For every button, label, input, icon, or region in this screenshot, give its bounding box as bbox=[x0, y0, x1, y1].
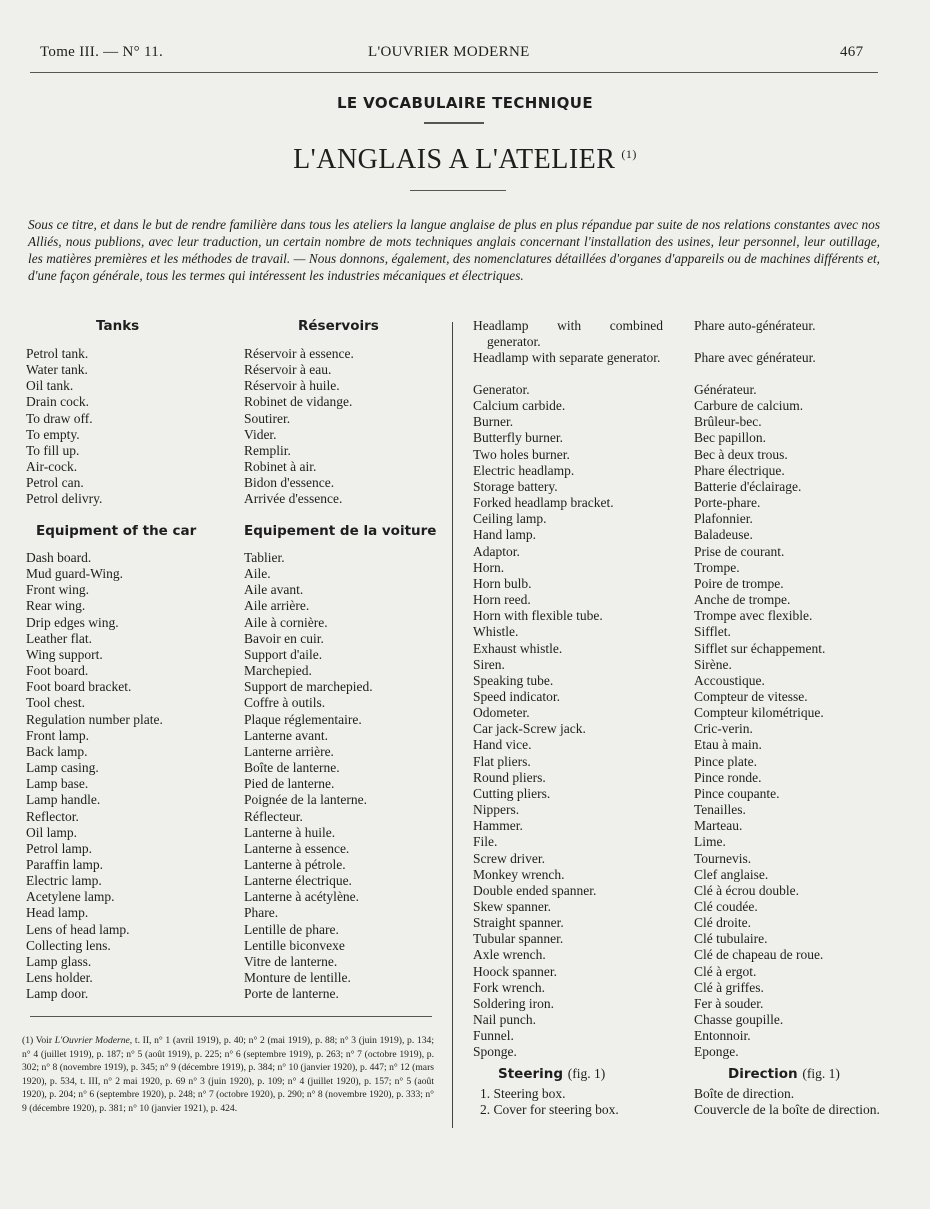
footnote-rule bbox=[30, 1016, 432, 1017]
equipment-term-fr: Aile à cornière. bbox=[244, 614, 328, 630]
steering-heading-fr bbox=[728, 1066, 840, 1082]
accessory-term-en: Axle wrench. bbox=[473, 947, 546, 963]
equipment-term-en: Back lamp. bbox=[26, 743, 88, 759]
accessory-term-fr: Porte-phare. bbox=[694, 495, 761, 511]
tank-term-fr: Arrivée d'essence. bbox=[244, 491, 343, 507]
accessory-term-fr: Phare électrique. bbox=[694, 462, 785, 478]
title-note-ref: (1) bbox=[621, 146, 637, 161]
equipment-term-fr: Tablier. bbox=[244, 550, 285, 565]
equipment-term-fr: Lentille de phare. bbox=[244, 921, 339, 937]
accessory-term-fr: Pince plate. bbox=[694, 753, 757, 769]
accessory-term-en: Adaptor. bbox=[473, 543, 520, 559]
accessory-term-en: Ceiling lamp. bbox=[473, 511, 547, 527]
tank-term-fr: Robinet à air. bbox=[244, 459, 317, 475]
equipment-term-fr: Lanterne à acétylène. bbox=[244, 889, 360, 905]
equipment-term-en: Collecting lens. bbox=[26, 937, 111, 953]
running-head-left: Tome III. — N° 11. bbox=[40, 44, 164, 60]
footnote-journal: L'Ouvrier Moderne, bbox=[54, 1035, 133, 1046]
equipment-term-fr: Aile. bbox=[244, 566, 271, 582]
section-rule bbox=[424, 122, 484, 124]
equipment-term-en: Foot board bracket. bbox=[26, 679, 132, 695]
accessory-term-en: Cutting pliers. bbox=[473, 785, 551, 801]
accessory-term-fr: Baladeuse. bbox=[694, 527, 753, 543]
accessory-term-en: Flat pliers. bbox=[473, 753, 531, 769]
direction-fig-ref: (fig. 1) bbox=[802, 1066, 840, 1081]
accessory-term-en: Siren. bbox=[473, 656, 505, 672]
tank-term-fr: Soutirer. bbox=[244, 410, 291, 426]
accessory-term-en: Nippers. bbox=[473, 802, 520, 818]
equipment-term-fr: Lanterne électrique. bbox=[244, 873, 352, 889]
tank-term-en: To draw off. bbox=[26, 410, 93, 426]
accessory-term-en: Round pliers. bbox=[473, 769, 546, 785]
accessory-term-en: Double ended spanner. bbox=[473, 882, 597, 898]
accessory-term-fr: Entonnoir. bbox=[694, 1028, 751, 1044]
intro-paragraph: Sous ce titre, et dans le but de rendre familière dans tous les ateliers la langue anglaise de plus en plus répandue par suite de nos relations constantes avec nos Alliés, nous publions, avec leur traduction, un certain nombre de mots techniques anglais concernant l'installation des usines, leur personnel, leur outillage, les matières premières et les méthodes de travail. — Nous donnons, également, des nomenclatures détaillées d'organes d'appareils ou de machines différents et, d'une façon générale, tous les termes qui intéressent les industries mécaniques et électriques. bbox=[28, 217, 880, 283]
tank-term-en: Water tank. bbox=[26, 362, 88, 378]
equipment-term-en: Lamp base. bbox=[26, 776, 89, 792]
accessory-term-en: Fork wrench. bbox=[473, 979, 545, 995]
equipment-term-fr: Plaque réglementaire. bbox=[244, 711, 362, 727]
accessory-term-fr: Carbure de calcium. bbox=[694, 398, 804, 414]
accessory-term-en: Horn reed. bbox=[473, 592, 531, 608]
tank-term-fr: Robinet de vidange. bbox=[244, 394, 353, 410]
equipment-terms-fr bbox=[244, 550, 373, 1002]
equipment-term-en: Front wing. bbox=[26, 582, 90, 598]
accessory-term-fr: Tenailles. bbox=[694, 802, 746, 818]
headlamp-term-en: Headlamp with combined generator. bbox=[473, 318, 663, 350]
accessory-term-en: Skew spanner. bbox=[473, 899, 551, 914]
equipment-term-en: Lens holder. bbox=[26, 970, 93, 986]
tank-term-fr: Réservoir à huile. bbox=[244, 378, 340, 394]
accessory-term-en: Hammer. bbox=[473, 818, 523, 834]
footnote-mark: (1) Voir bbox=[22, 1035, 53, 1046]
equipment-term-en: Lens of head lamp. bbox=[26, 921, 130, 937]
equipment-term-fr: Porte de lanterne. bbox=[244, 986, 339, 1002]
accessory-term-fr: Tournevis. bbox=[694, 850, 752, 866]
accessory-term-fr: Sifflet. bbox=[694, 624, 731, 640]
equipment-term-en: Foot board. bbox=[26, 663, 89, 679]
tank-term-en: Air-cock. bbox=[26, 459, 78, 475]
tank-term-fr: Remplir. bbox=[244, 442, 291, 458]
title-text: L'ANGLAIS A L'ATELIER bbox=[293, 144, 616, 175]
accessory-term-fr: Poire de trompe. bbox=[694, 575, 784, 591]
accessory-term-en: Nail punch. bbox=[473, 1012, 536, 1028]
equipment-term-fr: Vitre de lanterne. bbox=[244, 953, 338, 969]
accessory-term-en: Hand vice. bbox=[473, 737, 532, 753]
accessory-term-fr: Pince ronde. bbox=[694, 769, 762, 785]
page-title bbox=[0, 144, 930, 176]
equipment-term-en: Oil lamp. bbox=[26, 824, 77, 840]
equipment-term-en: Lamp casing. bbox=[26, 760, 99, 776]
accessory-term-en: Hoock spanner. bbox=[473, 963, 557, 979]
accessory-term-fr: Bec papillon. bbox=[694, 430, 766, 446]
equipment-term-en: Electric lamp. bbox=[26, 873, 102, 889]
equipment-term-fr: Poignée de la lanterne. bbox=[244, 792, 367, 808]
equipment-term-en: Lamp handle. bbox=[26, 792, 101, 808]
steering-term-fr: Boîte de direction. bbox=[694, 1086, 795, 1101]
equipment-term-fr: Aile avant. bbox=[244, 582, 304, 598]
accessory-term-fr: Compteur kilométrique. bbox=[694, 705, 824, 721]
equipment-term-fr: Marchepied. bbox=[244, 663, 312, 679]
tank-term-fr: Bidon d'essence. bbox=[244, 475, 335, 491]
equipment-term-en: Front lamp. bbox=[26, 727, 89, 743]
tanks-terms-en bbox=[26, 346, 102, 508]
accessory-term-en: Generator. bbox=[473, 382, 530, 397]
equipment-term-fr: Aile arrière. bbox=[244, 598, 310, 614]
accessory-term-fr: Pince coupante. bbox=[694, 785, 780, 801]
footnote-text: t. II, n° 1 (avril 1919), p. 40; n° 2 (mai 1919), p. 88; n° 3 (juin 1919), p. 134; n° 4 (juillet 1919), p. 187; n° 5 (août 1919), p. 225; n° 6 (septembre 1919), p. 263; n° 7 (octobre 1919), p. 302; n° 8 (novembre 1919), p. 345; n° 9 (décembre 1919), p. 384; n° 10 (janvier 1920), p. 447; n° 12 (mars 1920), p. 534, t. III, n° 2 mai 1920, p. 69 n° 3 (juin 1920), p. 109; n° 4 (juillet 1920), p. 157; n° 5 (août 1920), p. 204; n° 6 (septembre 1920), p. 248; n° 7 (octobre 1920), p. 290; n° 8 (novembre 1920), p. 333; n° 9 (décembre 1920), p. 381; n° 10 (janvier 1921), p. 424. bbox=[22, 1035, 434, 1114]
accessory-term-fr: Batterie d'éclairage. bbox=[694, 478, 802, 494]
accessory-term-en: Horn bulb. bbox=[473, 575, 532, 591]
equipment-term-fr: Phare. bbox=[244, 905, 279, 921]
tank-term-en: Oil tank. bbox=[26, 378, 74, 394]
equipment-term-en: Regulation number plate. bbox=[26, 711, 163, 727]
equipment-terms-en bbox=[26, 550, 163, 1002]
accessory-term-en: Monkey wrench. bbox=[473, 866, 565, 882]
running-head-journal: L'OUVRIER MODERNE bbox=[368, 44, 530, 60]
header-rule bbox=[30, 72, 878, 73]
tank-term-fr: Vider. bbox=[244, 426, 277, 442]
equipment-term-en: Lamp glass. bbox=[26, 953, 92, 969]
accessory-term-en: Butterfly burner. bbox=[473, 430, 563, 446]
tanks-terms-fr bbox=[244, 346, 354, 508]
equipment-term-en: Reflector. bbox=[26, 808, 79, 824]
accessory-term-en: Speed indicator. bbox=[473, 688, 560, 704]
accessory-term-fr: Trompe. bbox=[694, 559, 740, 575]
equipment-term-en: Mud guard-Wing. bbox=[26, 566, 123, 582]
direction-heading-text: Direction bbox=[728, 1066, 798, 1082]
steering-fig-ref: (fig. 1) bbox=[567, 1066, 606, 1081]
footnote bbox=[22, 1034, 434, 1116]
accessory-term-fr: Trompe avec flexible. bbox=[694, 608, 813, 624]
tank-term-en: Drain cock. bbox=[26, 394, 89, 410]
accessory-term-en: Horn. bbox=[473, 559, 505, 575]
accessory-term-fr: Compteur de vitesse. bbox=[694, 688, 808, 704]
page-number: 467 bbox=[840, 44, 864, 60]
tank-term-en: Petrol can. bbox=[26, 475, 84, 491]
accessory-term-en: Screw driver. bbox=[473, 850, 545, 866]
accessory-term-en: Exhaust whistle. bbox=[473, 640, 563, 656]
tank-term-fr: Réservoir à eau. bbox=[244, 362, 332, 378]
equipment-term-fr: Coffre à outils. bbox=[244, 695, 326, 711]
steering-heading-en bbox=[498, 1066, 605, 1082]
accessory-term-fr: Anche de trompe. bbox=[694, 592, 791, 608]
accessory-term-fr: Chasse goupille. bbox=[694, 1012, 784, 1028]
accessory-term-fr: Générateur. bbox=[694, 382, 757, 397]
accessory-term-fr: Clé de chapeau de roue. bbox=[694, 947, 824, 963]
tank-term-en: Petrol tank. bbox=[26, 346, 89, 361]
accessory-term-fr: Eponge. bbox=[694, 1044, 739, 1060]
accessory-term-fr: Cric-verin. bbox=[694, 721, 753, 737]
accessory-term-en: Car jack-Screw jack. bbox=[473, 721, 586, 737]
equipment-heading-en: Equipment of the car bbox=[36, 523, 197, 539]
accessory-term-fr: Clef anglaise. bbox=[694, 866, 769, 882]
tank-term-en: Petrol delivry. bbox=[26, 491, 103, 507]
accessory-term-fr: Sirène. bbox=[694, 656, 732, 672]
accessory-term-fr: Clé à écrou double. bbox=[694, 882, 799, 898]
accessory-term-fr: Sifflet sur échappement. bbox=[694, 640, 826, 656]
steering-terms-fr bbox=[694, 1086, 890, 1118]
equipment-term-en: Lamp door. bbox=[26, 986, 89, 1002]
accessory-term-en: Calcium carbide. bbox=[473, 398, 566, 414]
accessory-term-en: Sponge. bbox=[473, 1044, 517, 1060]
steering-term-en: 1. Steering box. bbox=[480, 1086, 566, 1101]
headlamp-terms-fr bbox=[694, 318, 816, 366]
accessory-term-en: Hand lamp. bbox=[473, 527, 536, 543]
section-heading: LE VOCABULAIRE TECHNIQUE bbox=[336, 94, 594, 112]
accessory-term-fr: Fer à souder. bbox=[694, 995, 764, 1011]
equipment-term-en: Rear wing. bbox=[26, 598, 86, 614]
equipment-term-fr: Boîte de lanterne. bbox=[244, 760, 340, 776]
accessory-term-fr: Lime. bbox=[694, 834, 726, 850]
accessory-term-fr: Accoustique. bbox=[694, 672, 765, 688]
headlamp-term-fr: Phare avec générateur. bbox=[694, 350, 816, 366]
tank-term-en: To empty. bbox=[26, 426, 80, 442]
accessory-term-en: Storage battery. bbox=[473, 478, 558, 494]
steering-term-fr: Couvercle de la boîte de direction. bbox=[694, 1102, 880, 1118]
equipment-term-fr: Bavoir en cuir. bbox=[244, 630, 324, 646]
column-divider bbox=[452, 322, 453, 1128]
accessory-terms-fr bbox=[694, 382, 825, 1061]
equipment-term-fr: Lanterne à pétrole. bbox=[244, 856, 346, 872]
accessory-term-en: Two holes burner. bbox=[473, 446, 570, 462]
equipment-heading-fr: Equipement de la voiture bbox=[244, 523, 437, 539]
title-rule bbox=[410, 190, 506, 191]
accessory-term-en: Speaking tube. bbox=[473, 672, 554, 688]
equipment-term-fr: Lanterne à essence. bbox=[244, 840, 350, 856]
equipment-term-en: Paraffin lamp. bbox=[26, 856, 103, 872]
accessory-term-en: Burner. bbox=[473, 414, 514, 430]
accessory-term-fr: Brûleur-bec. bbox=[694, 414, 762, 430]
accessory-term-fr: Bec à deux trous. bbox=[694, 446, 788, 462]
equipment-term-en: Wing support. bbox=[26, 646, 103, 662]
tanks-heading-fr: Réservoirs bbox=[298, 318, 379, 334]
steering-heading-text: Steering bbox=[498, 1066, 564, 1082]
equipment-term-fr: Lanterne arrière. bbox=[244, 743, 334, 759]
accessory-term-fr: Plafonnier. bbox=[694, 511, 753, 527]
accessory-term-fr: Clé à ergot. bbox=[694, 963, 757, 979]
equipment-term-en: Acetylene lamp. bbox=[26, 889, 115, 905]
tanks-heading-en: Tanks bbox=[96, 318, 140, 334]
accessory-term-en: Forked headlamp bracket. bbox=[473, 495, 614, 511]
accessory-term-en: Horn with flexible tube. bbox=[473, 608, 603, 624]
equipment-term-fr: Support d'aile. bbox=[244, 646, 323, 662]
equipment-term-fr: Pied de lanterne. bbox=[244, 776, 335, 792]
tank-term-en: To fill up. bbox=[26, 442, 80, 458]
steering-term-en: 2. Cover for steering box. bbox=[480, 1102, 619, 1118]
accessory-term-en: Tubular spanner. bbox=[473, 931, 564, 947]
accessory-term-fr: Marteau. bbox=[694, 818, 743, 834]
accessory-term-fr: Clé droite. bbox=[694, 915, 751, 931]
accessory-term-en: Funnel. bbox=[473, 1028, 514, 1044]
equipment-term-en: Tool chest. bbox=[26, 695, 86, 711]
accessory-term-fr: Clé à griffes. bbox=[694, 979, 764, 995]
accessory-term-en: Straight spanner. bbox=[473, 915, 564, 931]
equipment-term-fr: Lanterne avant. bbox=[244, 727, 328, 743]
equipment-term-en: Dash board. bbox=[26, 550, 92, 565]
accessory-term-en: Whistle. bbox=[473, 624, 519, 640]
equipment-term-fr: Support de marchepied. bbox=[244, 679, 373, 695]
tank-term-fr: Réservoir à essence. bbox=[244, 346, 354, 361]
accessory-term-fr: Clé coudée. bbox=[694, 899, 758, 914]
headlamp-terms-en bbox=[473, 318, 663, 366]
equipment-term-fr: Monture de lentille. bbox=[244, 970, 351, 986]
equipment-term-fr: Lanterne à huile. bbox=[244, 824, 336, 840]
accessory-term-en: File. bbox=[473, 834, 498, 850]
equipment-term-fr: Réflecteur. bbox=[244, 808, 303, 824]
headlamp-term-en: Headlamp with separate generator. bbox=[473, 350, 661, 366]
accessory-term-fr: Prise de courant. bbox=[694, 543, 785, 559]
accessory-terms-en bbox=[473, 382, 614, 1061]
equipment-term-en: Petrol lamp. bbox=[26, 840, 92, 856]
equipment-term-en: Drip edges wing. bbox=[26, 614, 119, 630]
accessory-term-fr: Clé tubulaire. bbox=[694, 931, 768, 947]
steering-terms-en bbox=[480, 1086, 619, 1118]
equipment-term-en: Head lamp. bbox=[26, 905, 89, 921]
accessory-term-fr: Etau à main. bbox=[694, 737, 762, 753]
accessory-term-en: Odometer. bbox=[473, 705, 530, 721]
equipment-term-fr: Lentille biconvexe bbox=[244, 937, 345, 953]
equipment-term-en: Leather flat. bbox=[26, 630, 92, 646]
accessory-term-en: Electric headlamp. bbox=[473, 462, 575, 478]
headlamp-term-fr: Phare auto-générateur. bbox=[694, 318, 816, 333]
accessory-term-en: Soldering iron. bbox=[473, 995, 554, 1011]
